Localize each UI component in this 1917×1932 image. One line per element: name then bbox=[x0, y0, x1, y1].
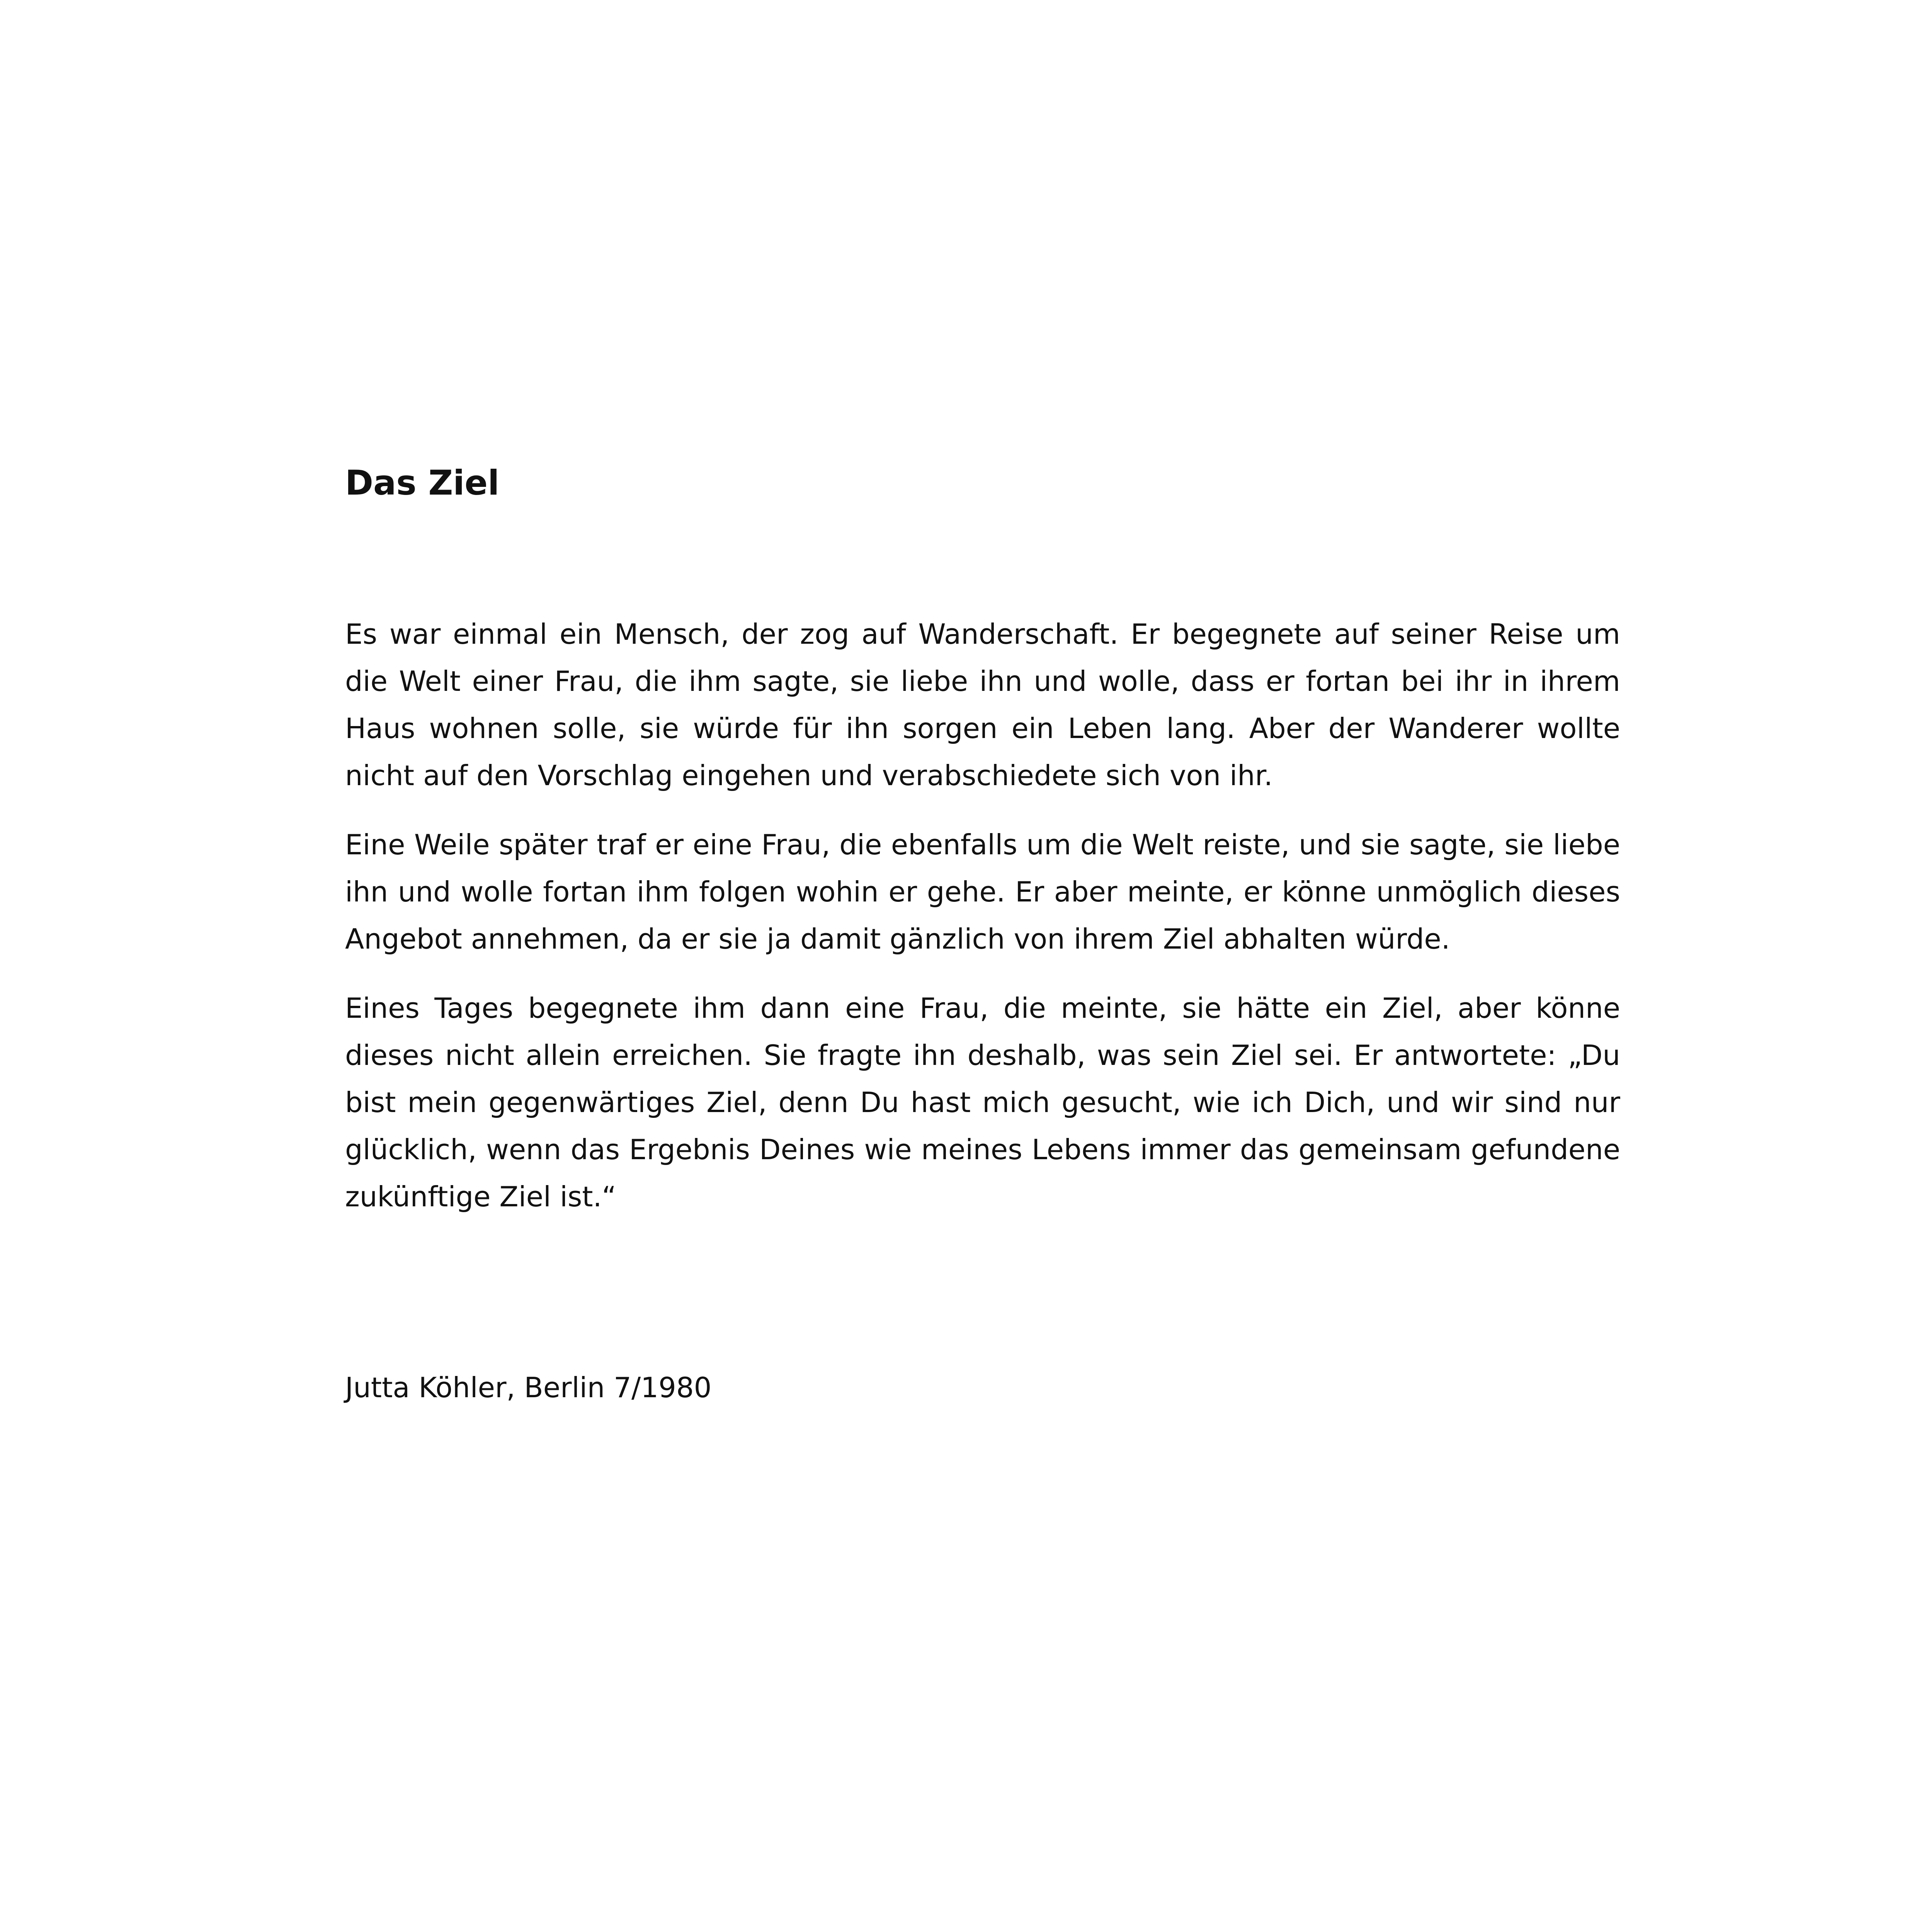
story-body bbox=[345, 611, 1620, 1242]
paragraph-2: Eine Weile später traf er eine Frau, die ebenfalls um die Welt reiste, und sie sagte, sie liebe ihn und wolle fortan ihm folgen wohin er gehe. Er aber meinte, er könne unmöglich dieses Angebot annehmen, da er sie ja damit gänzlich von ihrem Ziel abhalten würde. bbox=[345, 828, 1620, 955]
paragraph-1: Es war einmal ein Mensch, der zog auf Wanderschaft. Er begegnete auf seiner Reise um die Welt einer Frau, die ihm sagte, sie liebe ihn und wolle, dass er fortan bei ihr in ihrem Haus wohnen solle, sie würde für ihn sorgen ein Leben lang. Aber der Wanderer wollte nicht auf den Vorschlag eingehen und verabschiedete sich von ihr. bbox=[345, 618, 1620, 792]
author-signature: Jutta Köhler, Berlin 7/1980 bbox=[345, 1371, 712, 1404]
page-title: Das Ziel bbox=[345, 463, 500, 503]
paragraph-3: Eines Tages begegnete ihm dann eine Frau, die meinte, sie hätte ein Ziel, aber könne dieses nicht allein erreichen. Sie fragte ihn deshalb, was sein Ziel sei. Er antwortete: „Du bist mein gegenwärtiges Ziel, denn Du hast mich gesucht, wie ich Dich, und wir sind nur glücklich, wenn das Ergebnis Deines wie meines Lebens immer das gemeinsam gefundene zukünftige Ziel ist.“ bbox=[345, 992, 1620, 1213]
